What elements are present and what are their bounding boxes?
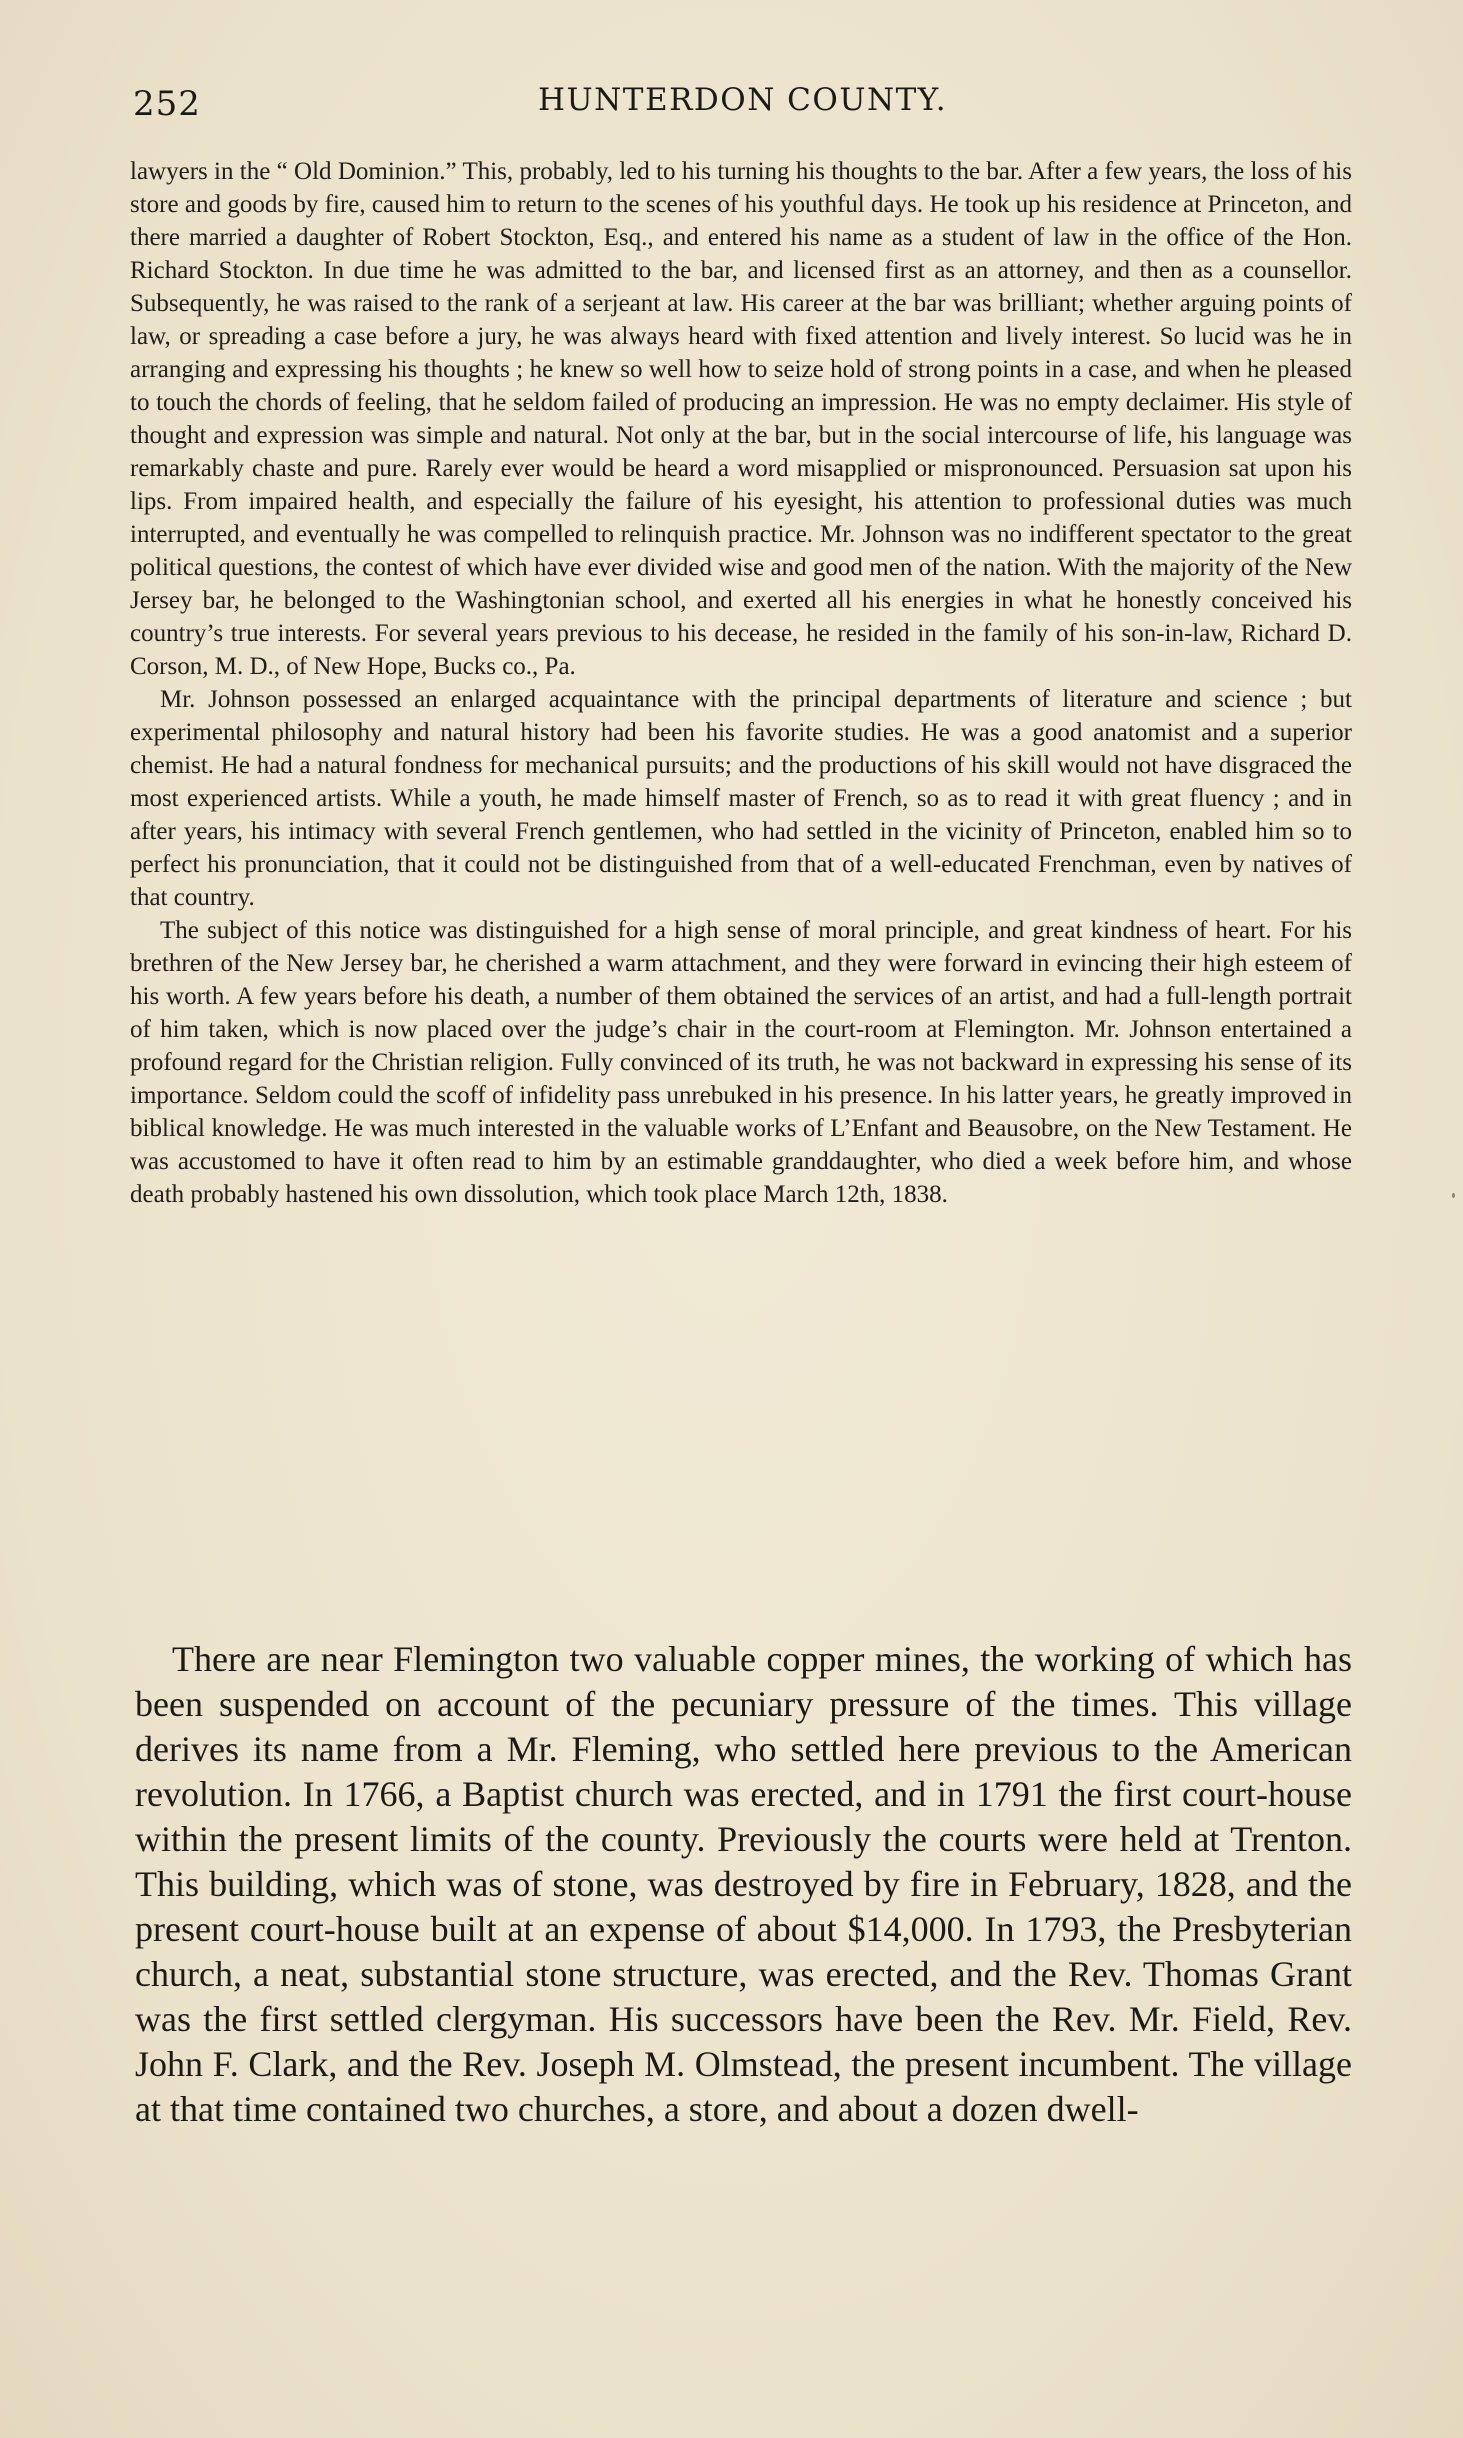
running-head: HUNTERDON COUNTY. (538, 82, 948, 118)
biography-paragraph: lawyers in the “ Old Dominion.” This, probably, led to his turning his thoughts to the bar. After a few years, the loss of his store and goods by fire, caused him to return to the scenes of his youthful days. He took up his residence at Princeton, and there married a daughter of Robert Stockton, Esq., and entered his name as a student of law in the office of the Hon. Richard Stockton. In due time he was admitted to the bar, and licensed first as an attorney, and then as a counsellor. Subsequently, he was raised to the rank of a serjeant at law. His career at the bar was brilliant; whether arguing points of law, or spreading a case before a jury, he was always heard with fixed attention and lively interest. So lucid was he in arranging and expressing his thoughts ; he knew so well how to seize hold of strong points in a case, and when he pleased to touch the chords of feeling, that he seldom failed of producing an impression. He was no empty declaimer. His style of thought and expression was simple and natural. Not only at the bar, but in the social intercourse of life, his language was remarkably chaste and pure. Rarely ever would be heard a word misapplied or mispronounced. Persuasion sat upon his lips. From impaired health, and especially the failure of his eyesight, his attention to professional duties was much interrupted, and eventually he was compelled to relinquish practice. Mr. Johnson was no indifferent spectator to the great political questions, the contest of which have ever divided wise and good men of the nation. With the majority of the New Jersey bar, he belonged to the Washingtonian school, and exerted all his energies in what he honestly conceived his country’s true interests. For several years previous to his decease, he resided in the family of his son-in-law, Richard D. Corson, M. D., of New Hope, Bucks co., Pa. (130, 158, 1352, 680)
biography-section (130, 155, 1352, 1211)
paper-speck (1452, 1193, 1455, 1198)
page-number: 252 (133, 84, 201, 124)
page-header (133, 78, 1348, 128)
biography-paragraph: Mr. Johnson possessed an enlarged acquaintance with the principal departments of literature and science ; but experimental philosophy and natural history had been his favorite studies. He was a good anatomist and a superior chemist. He had a natural fondness for mechanical pursuits; and the productions of his skill would not have disgraced the most experienced artists. While a youth, he made himself master of French, so as to read it with great fluency ; and in after years, his intimacy with several French gentlemen, who had settled in the vicinity of Princeton, enabled him so to perfect his pronunciation, that it could not be distinguished from that of a well-educated Frenchman, even by natives of that country. (130, 686, 1352, 911)
main-text-section (135, 1637, 1352, 2132)
biography-paragraph: The subject of this notice was distinguished for a high sense of moral principle, and great kindness of heart. For his brethren of the New Jersey bar, he cherished a warm attachment, and they were forward in evincing their high esteem of his worth. A few years before his death, a number of them obtained the services of an artist, and had a full-length portrait of him taken, which is now placed over the judge’s chair in the court-room at Flemington. Mr. Johnson entertained a profound regard for the Christian religion. Fully convinced of its truth, he was not backward in expressing his sense of its importance. Seldom could the scoff of infidelity pass unrebuked in his presence. In his latter years, he greatly improved in biblical knowledge. He was much interested in the valuable works of L’Enfant and Beausobre, on the New Testament. He was accustomed to have it often read to him by an estimable granddaughter, who died a week before him, and whose death probably hastened his own dissolution, which took place March 12th, 1838. (130, 917, 1352, 1208)
main-paragraph: There are near Flemington two valuable copper mines, the working of which has been suspended on account of the pecuniary pressure of the times. This village derives its name from a Mr. Fleming, who settled here previous to the American revolution. In 1766, a Baptist church was erected, and in 1791 the first court-house within the present limits of the county. Previously the courts were held at Trenton. This building, which was of stone, was destroyed by fire in February, 1828, and the present court-house built at an expense of about $14,000. In 1793, the Presbyterian church, a neat, substantial stone structure, was erected, and the Rev. Thomas Grant was the first settled clergyman. His successors have been the Rev. Mr. Field, Rev. John F. Clark, and the Rev. Joseph M. Olmstead, the present incumbent. The village at that time contained two churches, a store, and about a dozen dwell- (135, 1639, 1352, 2129)
